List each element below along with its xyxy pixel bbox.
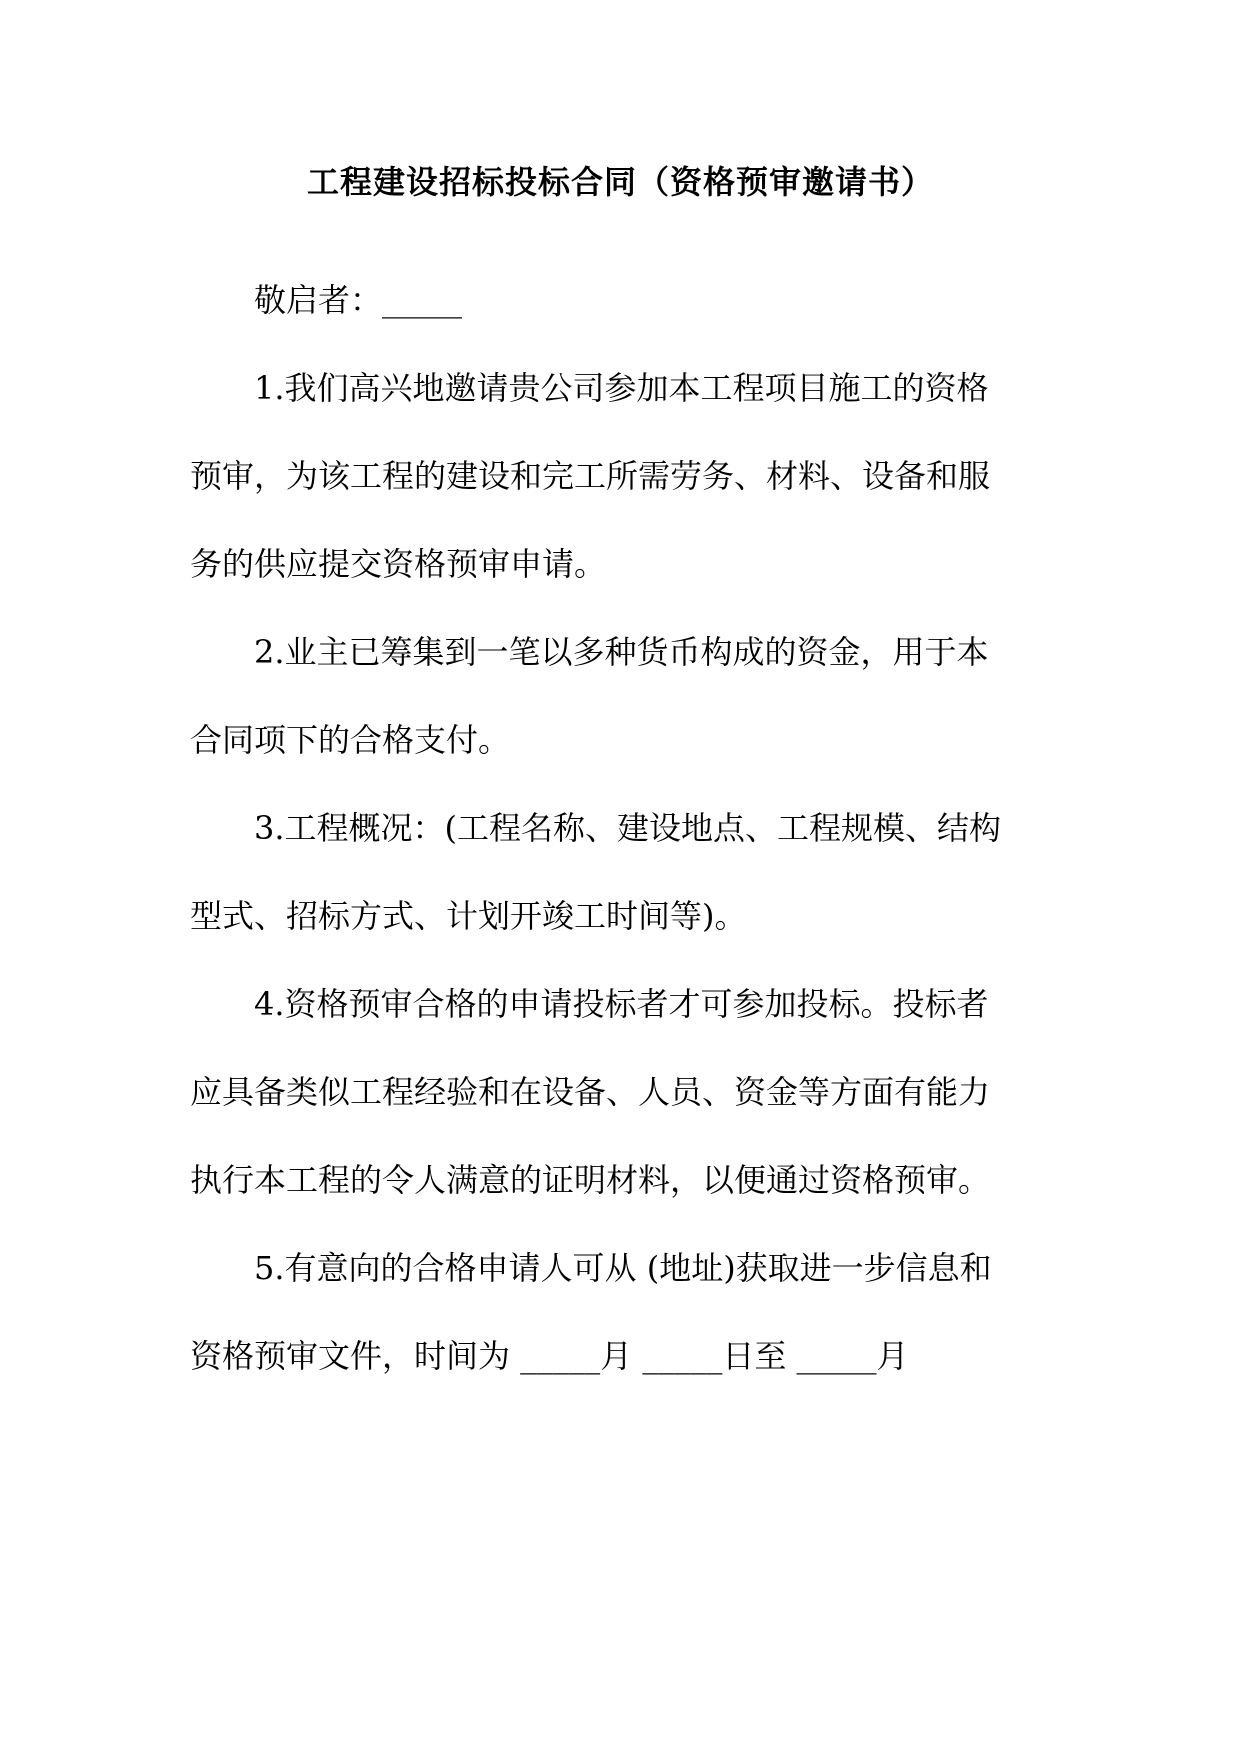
paragraph-2-line-2: 合同项下的合格支付。 — [190, 721, 511, 759]
paragraph-2-line-1: 2.业主已筹集到一笔以多种货币构成的资金，用于本 — [254, 633, 989, 671]
paragraph-1-line-3: 务的供应提交资格预审申请。 — [190, 545, 607, 583]
paragraph-3-line-2: 型式、招标方式、计划开竣工时间等)。 — [190, 897, 747, 935]
paragraph-5-line-1: 5.有意向的合格申请人可从 (地址)获取进一步信息和 — [254, 1249, 992, 1287]
paragraph-4-line-2: 应具备类似工程经验和在设备、人员、资金等方面有能力 — [190, 1073, 991, 1111]
paragraph-5-line-2: 资格预审文件，时间为 _____月 _____日至 _____月 — [190, 1337, 909, 1375]
document-title: 工程建设招标投标合同（资格预审邀请书） — [306, 163, 934, 201]
paragraph-4-line-3: 执行本工程的令人满意的证明材料，以便通过资格预审。 — [190, 1161, 991, 1199]
paragraph-3-line-1: 3.工程概况：(工程名称、建设地点、工程规模、结构 — [254, 809, 1002, 847]
paragraph-1-line-1: 1.我们高兴地邀请贵公司参加本工程项目施工的资格 — [254, 369, 989, 407]
paragraph-1-line-2: 预审，为该工程的建设和完工所需劳务、材料、设备和服 — [190, 457, 991, 495]
paragraph-4-line-1: 4.资格预审合格的申请投标者才可参加投标。投标者 — [254, 985, 989, 1023]
salutation: 敬启者：_____ — [254, 281, 463, 319]
